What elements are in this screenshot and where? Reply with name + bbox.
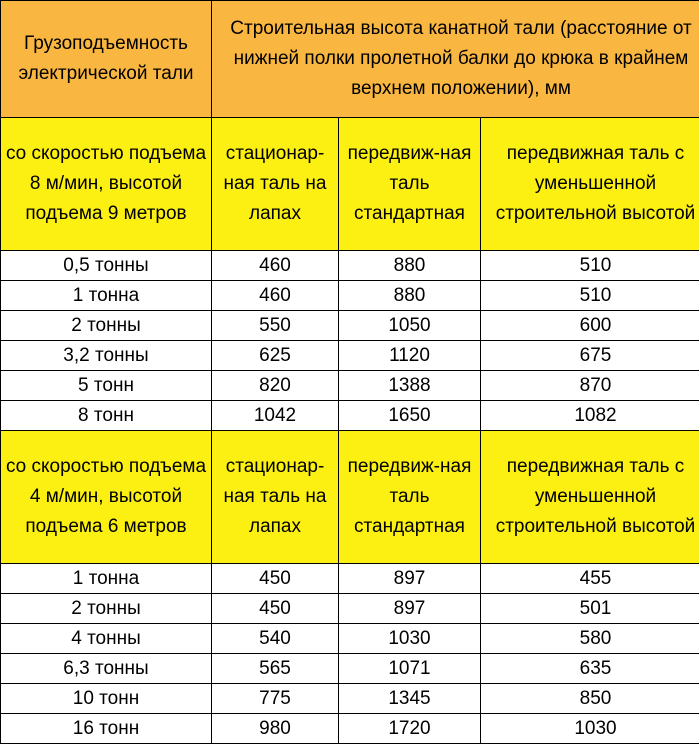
cell-stationary: 1042 <box>212 401 339 431</box>
table-row <box>1 371 699 401</box>
cell-capacity: 0,5 тонны <box>1 251 212 281</box>
col-mobile-standard: передвиж-ная таль стандартная <box>339 431 481 564</box>
cell-mobile-standard: 1120 <box>339 341 481 371</box>
cell-mobile-reduced: 600 <box>481 311 699 341</box>
cell-stationary: 820 <box>212 371 339 401</box>
cell-capacity: 8 тонн <box>1 401 212 431</box>
table-header-row <box>1 1 699 118</box>
cell-mobile-reduced: 580 <box>481 624 699 654</box>
cell-capacity: 4 тонны <box>1 624 212 654</box>
cell-mobile-standard: 897 <box>339 564 481 594</box>
cell-mobile-standard: 1030 <box>339 624 481 654</box>
col-mobile-reduced: передвижная таль с уменьшенной строительной высотой <box>481 431 699 564</box>
cell-mobile-standard: 897 <box>339 594 481 624</box>
cell-mobile-standard: 1071 <box>339 654 481 684</box>
section-header-row <box>1 431 699 564</box>
cell-mobile-reduced: 501 <box>481 594 699 624</box>
section-label: со скоростью подъема 4 м/мин, высотой подъема 6 метров <box>1 431 212 564</box>
table-row <box>1 594 699 624</box>
cell-mobile-reduced: 1030 <box>481 714 699 744</box>
cell-mobile-reduced: 675 <box>481 341 699 371</box>
header-capacity: Грузоподъемность электрической тали <box>1 1 212 118</box>
col-mobile-standard: передвиж-ная таль стандартная <box>339 118 481 251</box>
cell-stationary: 460 <box>212 251 339 281</box>
col-mobile-reduced: передвижная таль с уменьшенной строительной высотой <box>481 118 699 251</box>
cell-capacity: 1 тонна <box>1 281 212 311</box>
section-header-row <box>1 118 699 251</box>
cell-mobile-standard: 880 <box>339 251 481 281</box>
cell-mobile-standard: 1050 <box>339 311 481 341</box>
col-stationary: стационар-ная таль на лапах <box>212 118 339 251</box>
cell-capacity: 2 тонны <box>1 311 212 341</box>
cell-mobile-standard: 1720 <box>339 714 481 744</box>
cell-mobile-reduced: 1082 <box>481 401 699 431</box>
cell-capacity: 10 тонн <box>1 684 212 714</box>
table-row <box>1 714 699 744</box>
cell-stationary: 980 <box>212 714 339 744</box>
cell-mobile-reduced: 455 <box>481 564 699 594</box>
section-label: со скоростью подъема 8 м/мин, высотой подъема 9 метров <box>1 118 212 251</box>
cell-capacity: 1 тонна <box>1 564 212 594</box>
cell-mobile-standard: 1345 <box>339 684 481 714</box>
cell-capacity: 16 тонн <box>1 714 212 744</box>
table-row <box>1 311 699 341</box>
cell-stationary: 565 <box>212 654 339 684</box>
table-row <box>1 401 699 431</box>
cell-stationary: 775 <box>212 684 339 714</box>
cell-capacity: 2 тонны <box>1 594 212 624</box>
cell-mobile-standard: 1650 <box>339 401 481 431</box>
cell-stationary: 550 <box>212 311 339 341</box>
cell-mobile-standard: 1388 <box>339 371 481 401</box>
table-row <box>1 654 699 684</box>
cell-capacity: 5 тонн <box>1 371 212 401</box>
table-row <box>1 684 699 714</box>
table-row <box>1 624 699 654</box>
cell-stationary: 540 <box>212 624 339 654</box>
cell-mobile-reduced: 870 <box>481 371 699 401</box>
cell-mobile-reduced: 850 <box>481 684 699 714</box>
cell-stationary: 625 <box>212 341 339 371</box>
cell-stationary: 450 <box>212 594 339 624</box>
header-construction-height: Строительная высота канатной тали (расстояние от нижней полки пролетной балки до крюка в крайнем верхнем положении), мм <box>212 1 699 118</box>
cell-mobile-reduced: 510 <box>481 281 699 311</box>
cell-capacity: 3,2 тонны <box>1 341 212 371</box>
cell-stationary: 460 <box>212 281 339 311</box>
cell-mobile-reduced: 635 <box>481 654 699 684</box>
table-row <box>1 251 699 281</box>
cell-capacity: 6,3 тонны <box>1 654 212 684</box>
cell-mobile-standard: 880 <box>339 281 481 311</box>
table-row <box>1 341 699 371</box>
table-row <box>1 281 699 311</box>
cell-stationary: 450 <box>212 564 339 594</box>
table-row <box>1 564 699 594</box>
col-stationary: стационар-ная таль на лапах <box>212 431 339 564</box>
cell-mobile-reduced: 510 <box>481 251 699 281</box>
